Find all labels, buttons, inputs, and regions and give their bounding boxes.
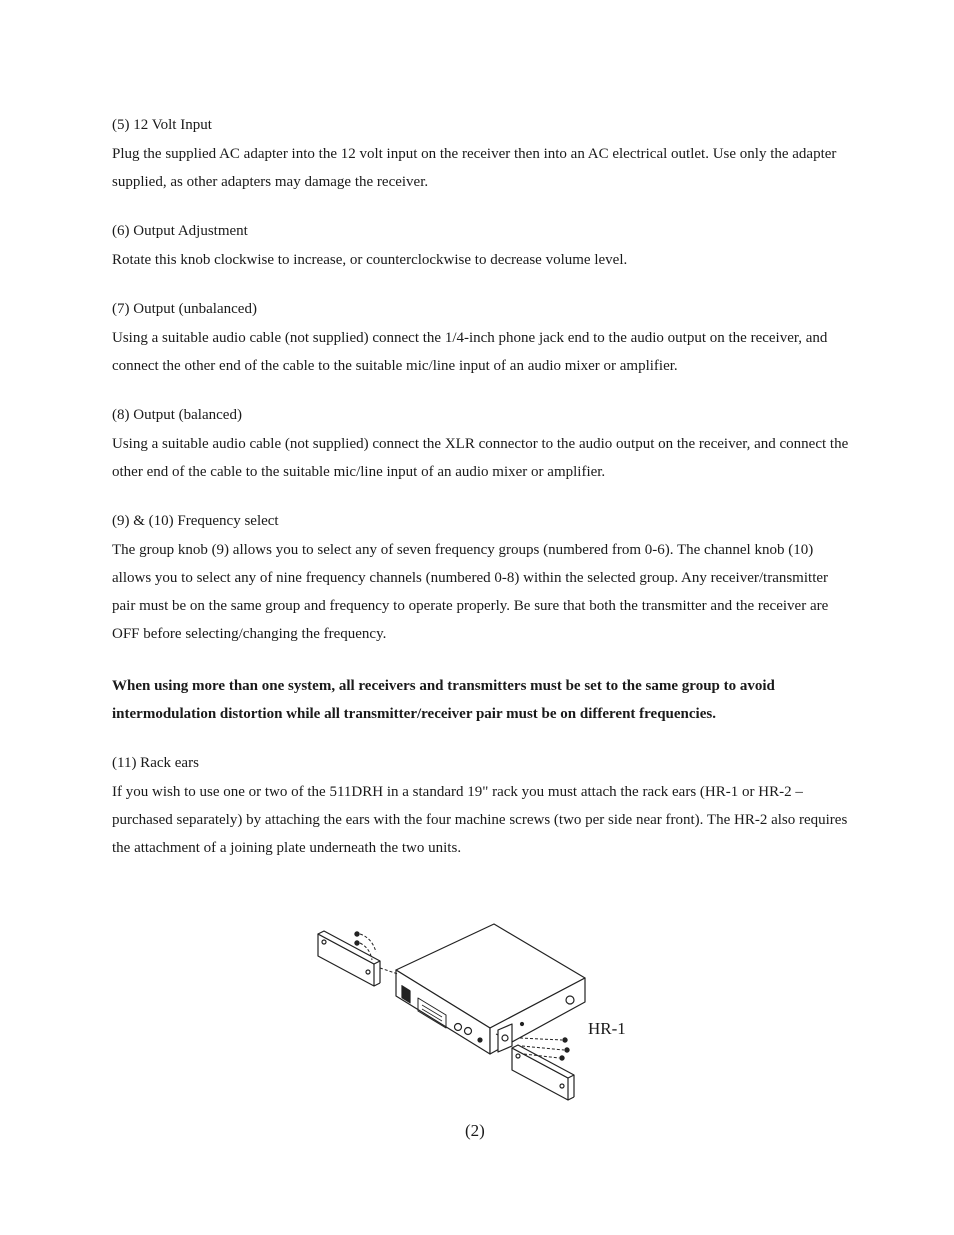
document-page: [112, 114, 852, 886]
section-body: The group knob (9) allows you to select any of seven frequency groups (numbered from 0-6). The channel knob (10) allows you to select any of nine frequency channels (numbered 0-8) within the selected group. Any receiver/transmitter pair must be on the same group and frequency to operate properly. Be sure that both the transmitter and the receiver are OFF before selecting/changing the frequency.: [112, 542, 829, 642]
section-body: Rotate this knob clockwise to increase, or counterclockwise to decrease volume level.: [112, 252, 628, 268]
section-output-balanced: [112, 404, 852, 486]
section-output-adjustment: [112, 220, 852, 274]
section-body: Plug the supplied AC adapter into the 12 volt input on the receiver then into an AC electrical outlet. Use only the adapter supplied, as other adapters may damage the receiver.: [112, 146, 837, 190]
section-heading: (7) Output (unbalanced): [112, 301, 257, 317]
section-heading: (6) Output Adjustment: [112, 223, 248, 239]
section-rack-ears: [112, 752, 852, 862]
warning-note: When using more than one system, all receivers and transmitters must be set to the same group to avoid intermodulation distortion while all transmitter/receiver pair must be on different frequencies.: [112, 678, 775, 722]
section-heading: (11) Rack ears: [112, 755, 199, 771]
section-body: Using a suitable audio cable (not supplied) connect the XLR connector to the audio output on the receiver, and connect the other end of the cable to the suitable mic/line input of an audio mixer or amplifier.: [112, 436, 849, 480]
figure-label: HR-1: [588, 1019, 626, 1038]
page-number: (2): [465, 1121, 485, 1140]
section-body: Using a suitable audio cable (not supplied) connect the 1/4-inch phone jack end to the audio output on the receiver, and connect the other end of the cable to the suitable mic/line input of an audio mixer or amplifier.: [112, 330, 828, 374]
section-heading: (5) 12 Volt Input: [112, 117, 212, 133]
section-heading: (9) & (10) Frequency select: [112, 513, 279, 529]
section-heading: (8) Output (balanced): [112, 407, 242, 423]
section-12-volt-input: [112, 114, 852, 196]
section-output-unbalanced: [112, 298, 852, 380]
section-body: If you wish to use one or two of the 511DRH in a standard 19" rack you must attach the rack ears (HR-1 or HR-2 – purchased separately) by attaching the ears with the four machine screws (two per side near front). The HR-2 also requires the attachment of a joining plate underneath the two units.: [112, 784, 848, 856]
section-frequency-select: [112, 510, 852, 648]
